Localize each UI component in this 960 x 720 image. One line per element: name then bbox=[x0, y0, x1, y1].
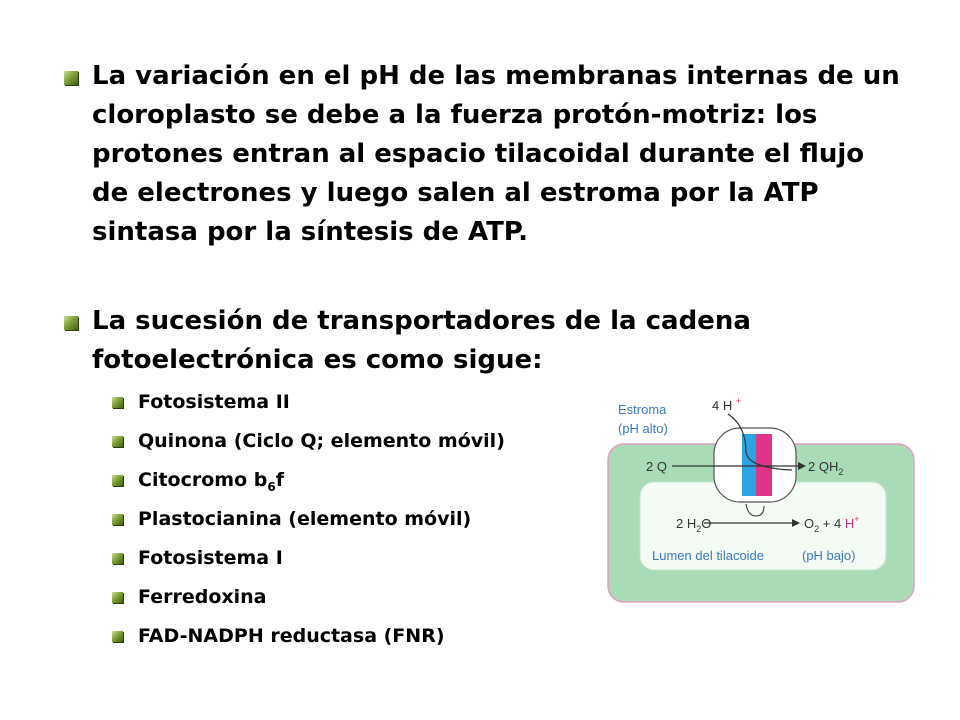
qh2-sub: 2 bbox=[838, 467, 844, 477]
lumen-label: Lumen del tilacoide bbox=[652, 548, 765, 563]
cytochrome-suffix: f bbox=[275, 469, 284, 491]
paragraph-transport-chain: La sucesión de transportadores de la cadena fotoelectrónica es como sigue: bbox=[92, 306, 751, 375]
protons-bottom: H bbox=[844, 516, 855, 531]
list-item-quinone: Quinona (Ciclo Q; elemento móvil) bbox=[138, 430, 505, 452]
oxygen-sub: 2 bbox=[814, 524, 820, 534]
blue-complex bbox=[742, 434, 756, 496]
bullet-icon bbox=[112, 631, 123, 642]
oxygen-plus: + 4 bbox=[819, 516, 845, 531]
list-item-ferredoxin: Ferredoxina bbox=[138, 586, 267, 608]
list-item-photosystem-ii: Fotosistema II bbox=[138, 391, 290, 413]
lumen-ph-label: (pH bajo) bbox=[802, 548, 856, 563]
list-item-fnr: FAD-NADPH reductasa (FNR) bbox=[138, 625, 445, 647]
bullet-icon bbox=[112, 475, 123, 486]
water-suffix: O bbox=[701, 516, 712, 531]
bullet-icon bbox=[64, 71, 78, 85]
cytochrome-subscript: 6 bbox=[267, 479, 276, 494]
q-label: 2 Q bbox=[646, 459, 667, 474]
paragraph-ph-variation: La variación en el pH de las membranas internas de un cloroplasto se debe a la fuerza protón-motriz: los protones entran al espacio tilacoidal durante el flujo de electrones y luego salen al estroma por la ATP sintasa por la síntesis de ATP. bbox=[92, 61, 900, 247]
thylakoid-diagram bbox=[596, 380, 924, 610]
bullet-icon bbox=[112, 514, 123, 525]
bullet-icon bbox=[64, 316, 78, 330]
bullet-icon bbox=[112, 436, 123, 447]
bullet-icon bbox=[112, 397, 123, 408]
protons-top-plus: + bbox=[735, 396, 742, 406]
cytochrome-text: Citocromo b bbox=[138, 469, 268, 491]
oxygen-text: O bbox=[804, 516, 815, 531]
protons-bottom-plus: + bbox=[854, 514, 860, 524]
list-item-photosystem-i: Fotosistema I bbox=[138, 547, 283, 569]
bullet-icon bbox=[112, 553, 123, 564]
bullet-icon bbox=[112, 592, 123, 603]
qh2-text: 2 QH bbox=[808, 459, 839, 474]
water-sub: 2 bbox=[696, 524, 702, 534]
stroma-label: Estroma bbox=[618, 402, 667, 417]
stroma-ph-label: (pH alto) bbox=[618, 421, 668, 436]
protons-top-count: 4 H bbox=[712, 398, 733, 413]
list-item-cytochrome bbox=[138, 468, 284, 499]
water-text: 2 H bbox=[676, 516, 697, 531]
list-item-plastocyanin: Plastocianina (elemento móvil) bbox=[138, 508, 472, 530]
